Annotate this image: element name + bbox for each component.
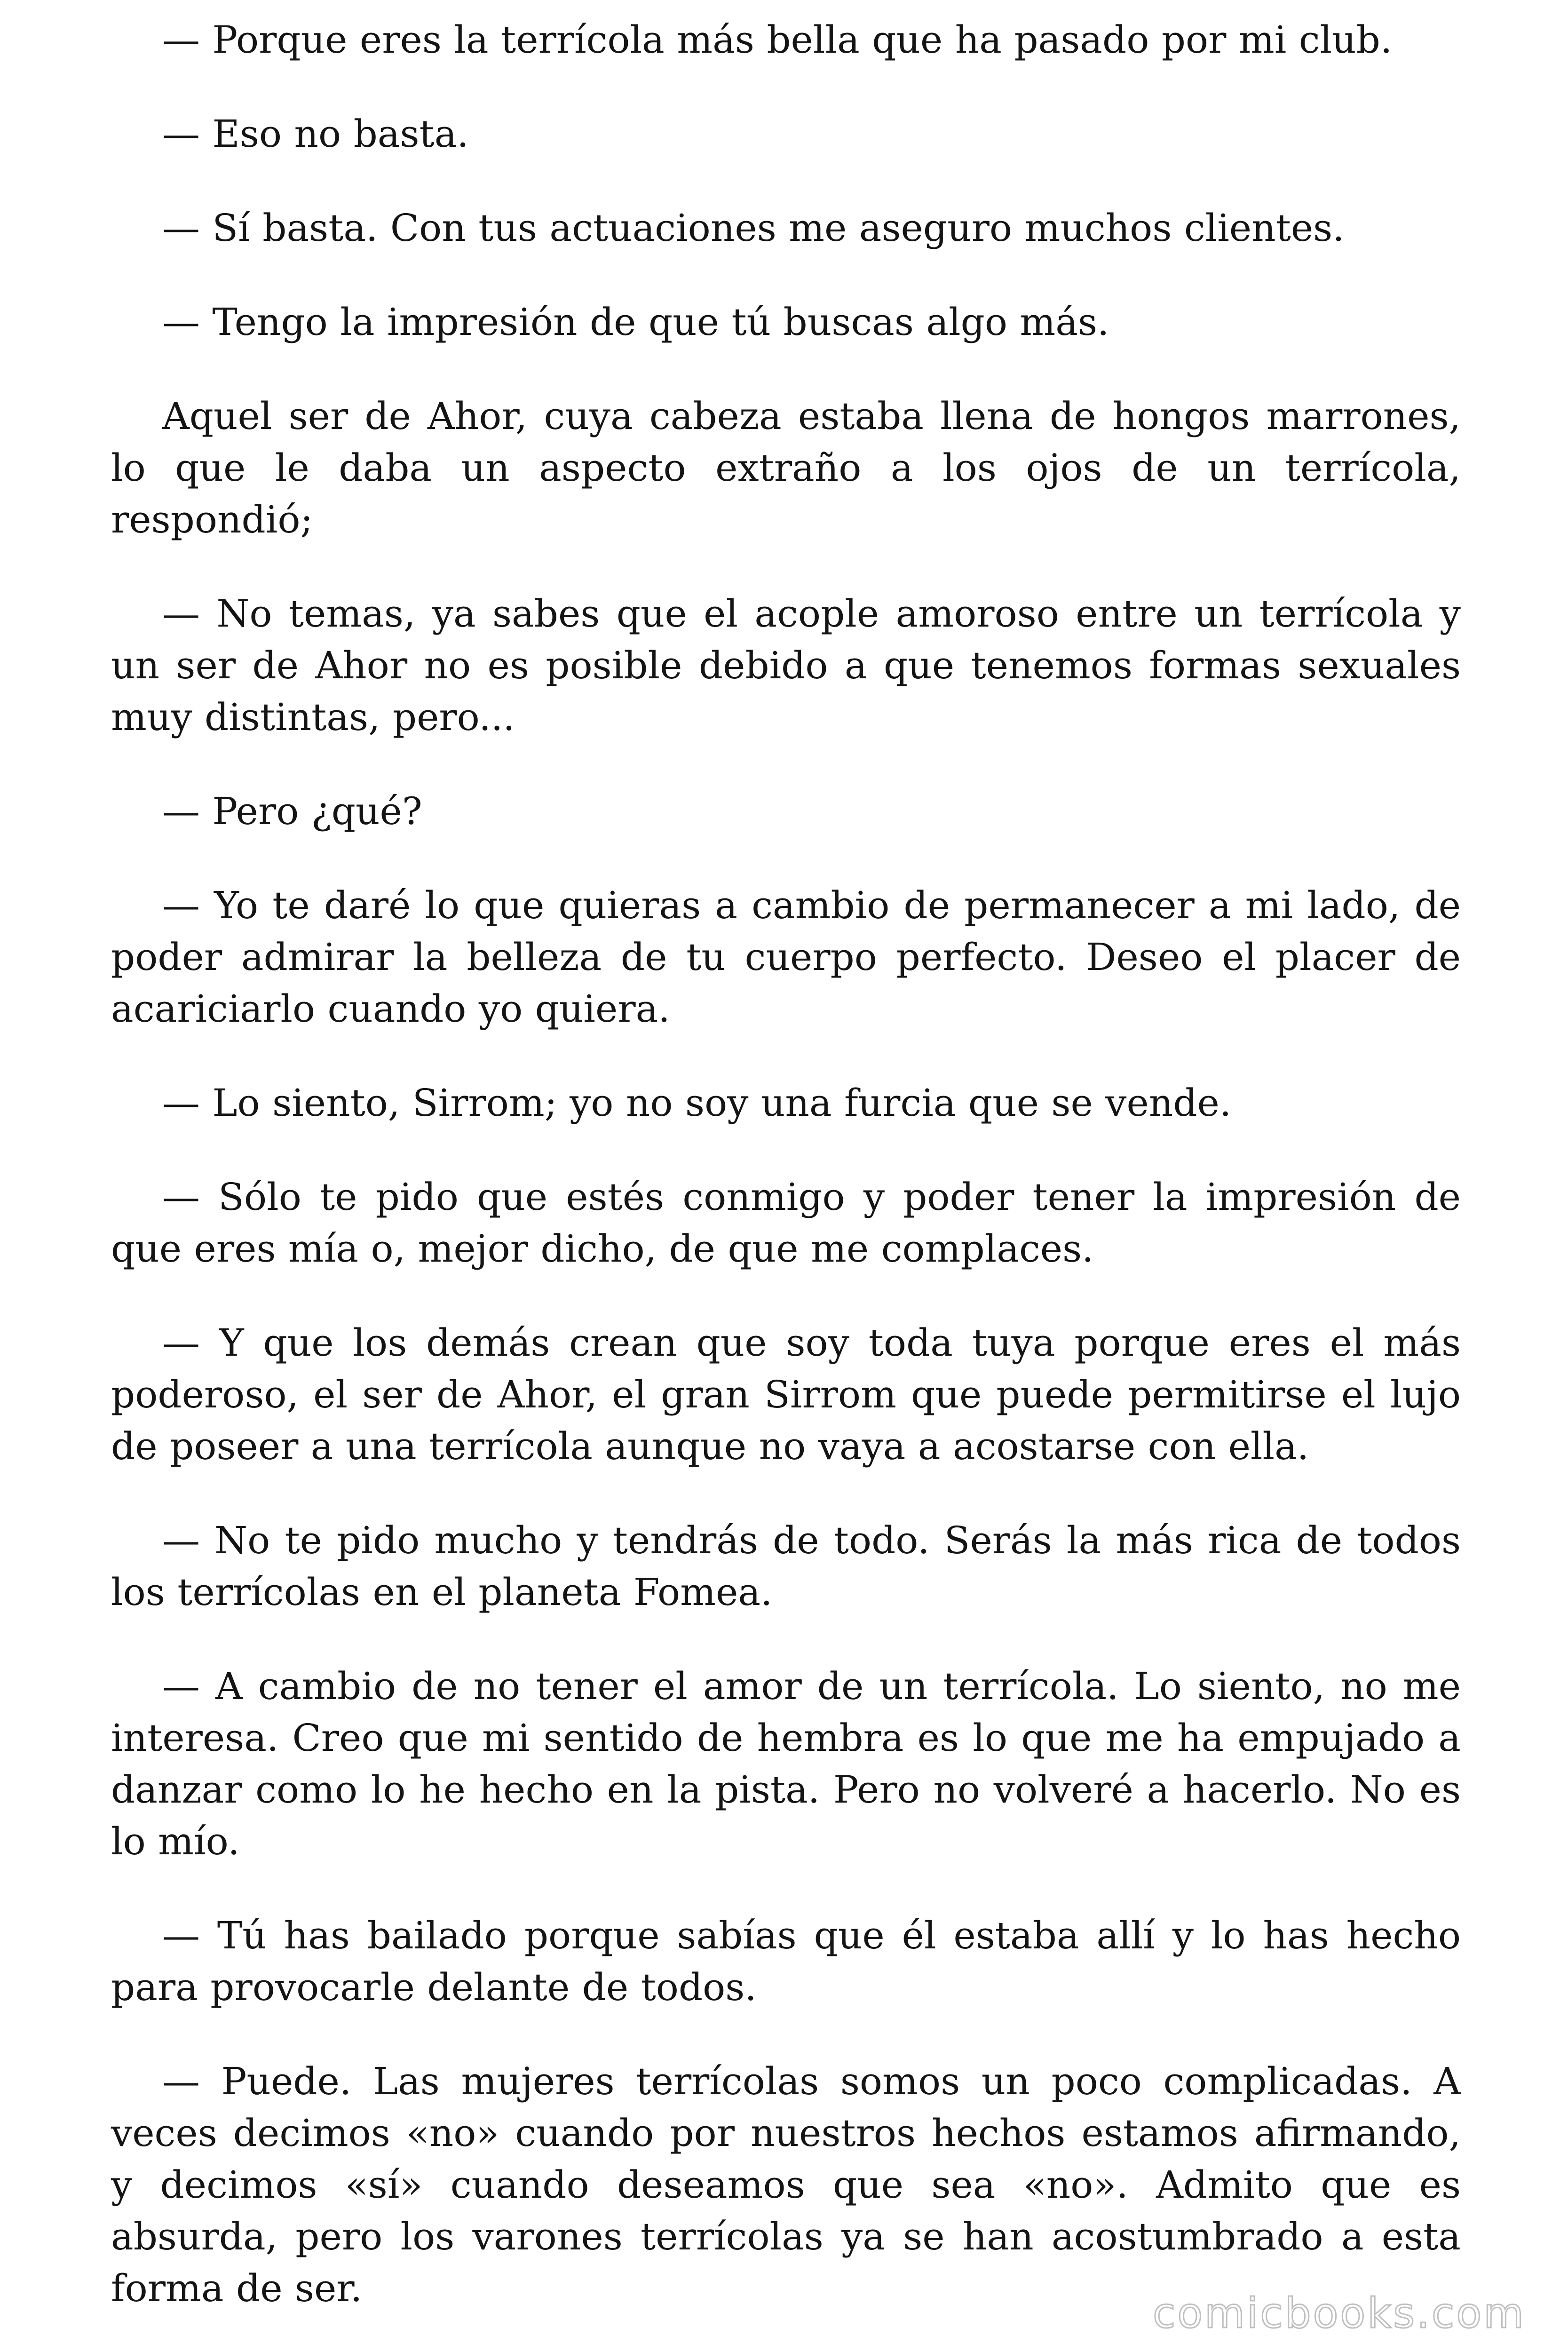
paragraph: — Yo te daré lo que quieras a cambio de permanecer a mi lado, de poder admirar la belleza de tu cuerpo perfecto. Deseo el placer de acariciarlo cuando yo quiera.: [111, 883, 1461, 1031]
paragraph: — A cambio de no tener el amor de un terrícola. Lo siento, no me interesa. Creo que mi sentido de hembra es lo que me ha empujado a danzar como lo he hecho en la pista. Pero no volveré a hacerlo. No es lo mío.: [111, 1664, 1461, 1863]
page-text: [111, 14, 1461, 2352]
paragraph: — Lo siento, Sirrom; yo no soy una furcia que se vende.: [162, 1081, 1232, 1125]
paragraph: — Pero ¿qué?: [162, 789, 422, 833]
paragraph: — Tengo la impresión de que tú buscas algo más.: [162, 300, 1109, 344]
paragraph: — Y que los demás crean que soy toda tuya porque eres el más poderoso, el ser de Ahor, el gran Sirrom que puede permitirse el lujo de poseer a una terrícola aunque no vaya a acostarse con ella.: [111, 1321, 1461, 1468]
paragraph: — Sí basta. Con tus actuaciones me aseguro muchos clientes.: [162, 206, 1345, 250]
paragraph: — Sólo te pido que estés conmigo y poder tener la impresión de que eres mía o, mejor dicho, de que me complaces.: [111, 1175, 1461, 1271]
paragraph: — Tú has bailado porque sabías que él estaba allí y lo has hecho para provocarle delante de todos.: [111, 1914, 1461, 2009]
paragraph: — No temas, ya sabes que el acople amoroso entre un terrícola y un ser de Ahor no es posible debido a que tenemos formas sexuales muy distintas, pero...: [111, 592, 1461, 739]
paragraph: Aquel ser de Ahor, cuya cabeza estaba llena de hongos marrones, lo que le daba un aspecto extraño a los ojos de un terrícola, respondió;: [111, 394, 1461, 541]
paragraph: — Puede. Las mujeres terrícolas somos un poco complicadas. A veces decimos «no» cuando por nuestros hechos estamos afirmando, y decimos «sí» cuando deseamos que sea «no». Admito que es absurda, pero los varones terrícolas ya se han acostumbrado a esta forma de ser.: [111, 2059, 1461, 2310]
paragraph: — Porque eres la terrícola más bella que ha pasado por mi club.: [162, 18, 1393, 62]
watermark: comicbooks.com: [1152, 2289, 1526, 2337]
paragraph: — Eso no basta.: [162, 112, 469, 156]
paragraph: — No te pido mucho y tendrás de todo. Serás la más rica de todos los terrícolas en el planeta Fomea.: [111, 1518, 1461, 1614]
